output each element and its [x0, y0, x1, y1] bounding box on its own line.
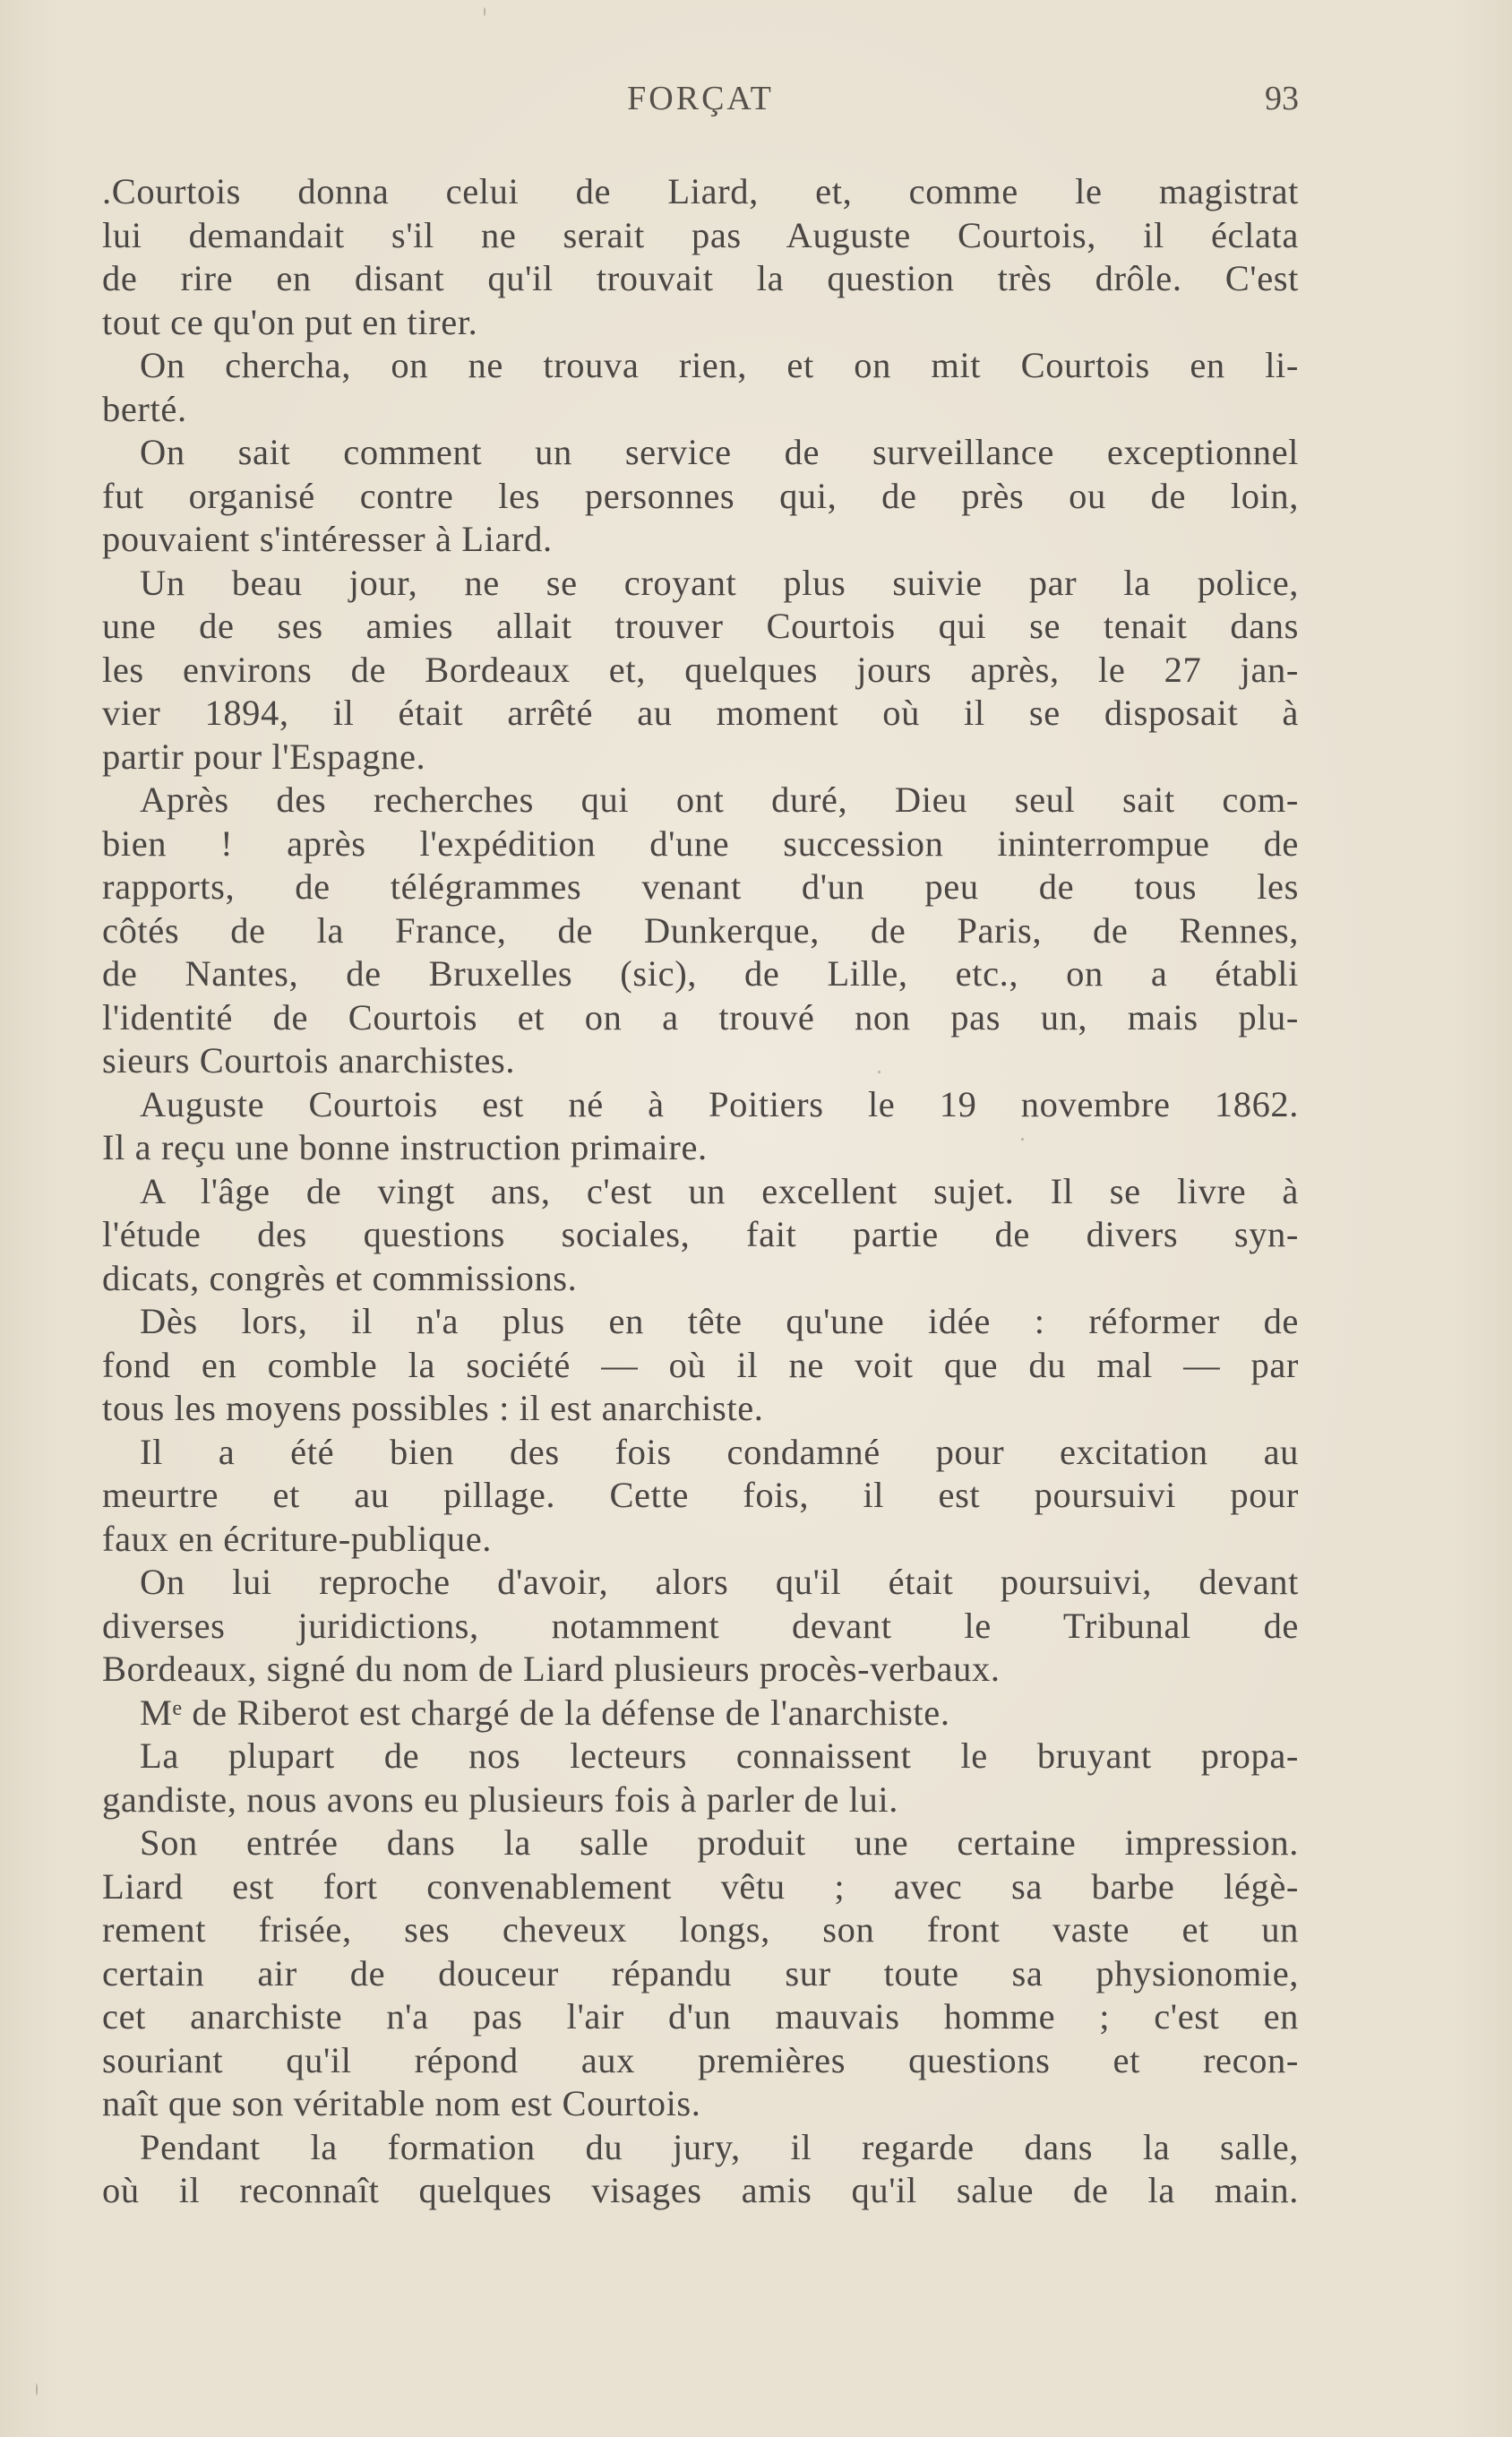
- text-line: On sait comment un service de surveillance exceptionnel: [140, 432, 1299, 472]
- text-line: les environs de Bordeaux et, quelques jours après, le 27 jan-: [102, 649, 1299, 690]
- text-line: Pendant la formation du jury, il regarde dans la salle,: [140, 2126, 1299, 2167]
- page-number: 93: [1265, 80, 1299, 117]
- text-line: sieurs Courtois anarchistes.: [102, 1040, 516, 1081]
- text-line: .Courtois donna celui de Liard, et, comme le magistrat: [102, 171, 1299, 211]
- text-line: meurtre et au pillage. Cette fois, il est poursuivi pour: [102, 1475, 1299, 1515]
- text-line: Bordeaux, signé du nom de Liard plusieurs procès-verbaux.: [102, 1649, 1001, 1689]
- paper-speck: [1021, 1138, 1024, 1141]
- text-line: Un beau jour, ne se croyant plus suivie par la police,: [140, 562, 1299, 603]
- text-line: rapports, de télégrammes venant d'un peu de tous les: [102, 866, 1299, 907]
- text-line: Liard est fort convenablement vêtu ; avec sa barbe légè-: [102, 1865, 1299, 1907]
- paper-speck: [878, 1071, 881, 1073]
- paper-speck: [484, 7, 485, 16]
- text-line: dicats, congrès et commissions.: [102, 1257, 578, 1298]
- text-line: Après des recherches qui ont duré, Dieu seul sait com-: [140, 779, 1299, 820]
- text-line: cet anarchiste n'a pas l'air d'un mauvais homme ; c'est en: [102, 1996, 1299, 2037]
- text-line: fut organisé contre les personnes qui, de près ou de loin,: [102, 475, 1299, 516]
- text-line: naît que son véritable nom est Courtois.: [102, 2083, 701, 2123]
- text-line: fond en comble la société — où il ne voit que du mal — par: [102, 1344, 1299, 1385]
- text-line: On lui reproche d'avoir, alors qu'il était poursuivi, devant: [140, 1562, 1299, 1602]
- text-line: lui demandait s'il ne serait pas Auguste Courtois, il éclata: [102, 214, 1299, 255]
- paper-speck: [36, 2383, 38, 2396]
- text-line: pouvaient s'intéresser à Liard.: [102, 519, 553, 559]
- text-line: On chercha, on ne trouva rien, et on mit Courtois en li-: [140, 345, 1299, 385]
- text-line: bien ! après l'expédition d'une succession ininterrompue de: [102, 822, 1299, 864]
- text-line: Mᵉ de Riberot est chargé de la défense de l'anarchiste.: [140, 1692, 950, 1733]
- text-line: Il a été bien des fois condamné pour excitation au: [140, 1431, 1299, 1472]
- text-line: l'identité de Courtois et on a trouvé non pas un, mais plu-: [102, 996, 1299, 1038]
- text-line: côtés de la France, de Dunkerque, de Paris, de Rennes,: [102, 909, 1299, 951]
- text-line: Dès lors, il n'a plus en tête qu'une idée : réformer de: [140, 1301, 1299, 1341]
- text-line: partir pour l'Espagne.: [102, 736, 426, 777]
- text-line: tous les moyens possibles : il est anarchiste.: [102, 1388, 764, 1428]
- text-line: Il a reçu une bonne instruction primaire.: [102, 1127, 708, 1167]
- text-line: La plupart de nos lecteurs connaissent le bruyant propa-: [140, 1735, 1299, 1776]
- text-line: vier 1894, il était arrêté au moment où il se disposait à: [102, 693, 1299, 733]
- text-line: tout ce qu'on put en tirer.: [102, 301, 478, 342]
- text-line: gandiste, nous avons eu plusieurs fois à parler de lui.: [102, 1778, 898, 1820]
- text-line: diverses juridictions, notamment devant le Tribunal de: [102, 1605, 1299, 1646]
- text-line: une de ses amies allait trouver Courtois qui se tenait dans: [102, 606, 1299, 646]
- text-line: Son entrée dans la salle produit une certaine impression.: [140, 1822, 1299, 1863]
- text-line: rement frisée, ses cheveux longs, son front vaste et un: [102, 1909, 1299, 1950]
- body-text: [102, 170, 1299, 2213]
- text-line: faux en écriture-publique.: [102, 1518, 493, 1559]
- text-line: A l'âge de vingt ans, c'est un excellent sujet. Il se livre à: [140, 1170, 1299, 1211]
- text-line: Auguste Courtois est né à Poitiers le 19 novembre 1862.: [140, 1083, 1299, 1124]
- text-line: l'étude des questions sociales, fait partie de divers syn-: [102, 1214, 1299, 1254]
- text-line: où il reconnaît quelques visages amis qu'il salue de la main.: [102, 2170, 1299, 2210]
- text-line: de rire en disant qu'il trouvait la question très drôle. C'est: [102, 258, 1299, 298]
- running-title: FORÇAT: [627, 80, 774, 117]
- page-header: [102, 79, 1299, 124]
- text-line: berté.: [102, 388, 187, 429]
- text-line: souriant qu'il répond aux premières questions et recon-: [102, 2039, 1299, 2080]
- text-line: certain air de douceur répandu sur toute sa physionomie,: [102, 1952, 1299, 1994]
- text-line: de Nantes, de Bruxelles (sic), de Lille, etc., on a établi: [102, 953, 1299, 994]
